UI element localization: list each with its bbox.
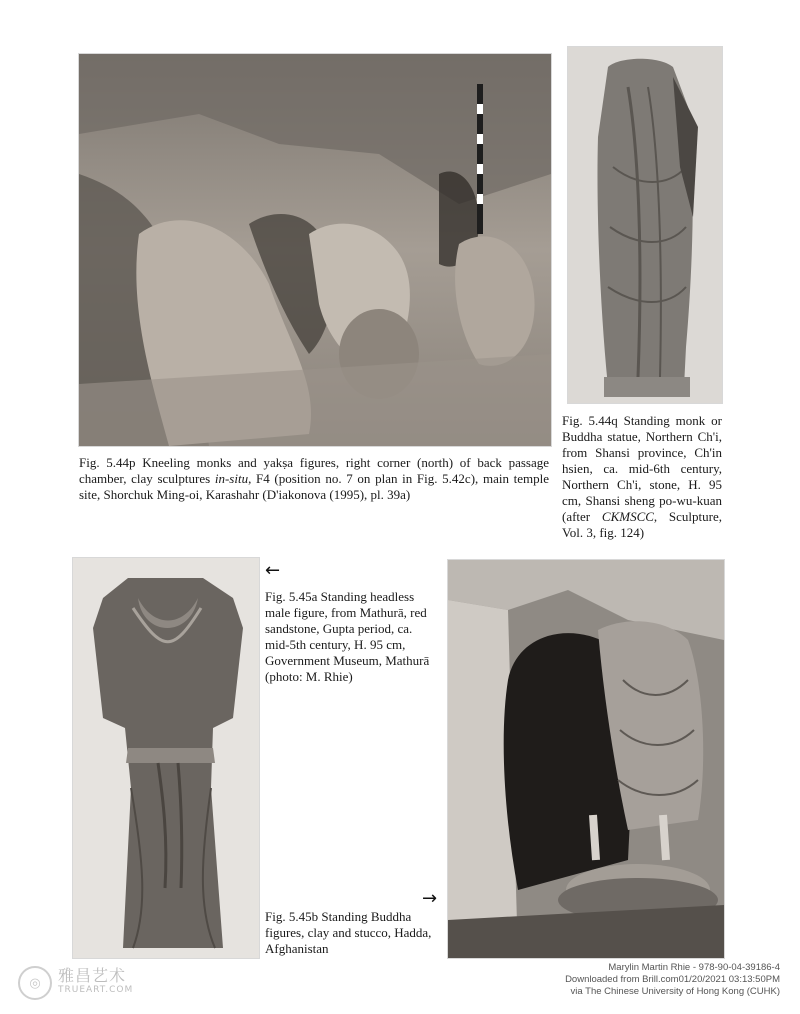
footer-author-line: Marylin Martin Rhie - 978-90-04-39186-4: [608, 962, 780, 973]
figure-5-45b-photo: [447, 559, 725, 959]
footer-institution-line: via The Chinese University of Hong Kong (CUHK): [570, 986, 780, 997]
figure-5-44q-photo: [567, 46, 723, 404]
figure-5-44q-caption: Fig. 5.44q Standing monk or Buddha statue, Northern Ch'i, from Shansi province, Ch'in hsien, ca. mid-6th century, Northern Ch'i, stone, H. 95 cm, Shansi sheng po-wu-kuan (after CKMSCC, Sculpture, Vol. 3, fig. 124): [562, 413, 723, 540]
download-footer: [565, 962, 780, 998]
watermark-chinese-text: 雅昌艺术: [58, 966, 127, 985]
figure-5-44p-photo: [78, 53, 552, 447]
standing-monk-image: [568, 47, 722, 403]
headless-male-figure-image: [73, 558, 259, 958]
right-arrow-icon: →: [422, 888, 438, 909]
figure-5-45a-caption: Fig. 5.45a Standing headless male figure, from Mathurā, red sandstone, Gupta period, ca. mid-5th century, H. 95 cm, Government Museum, Mathurā (photo: M. Rhie): [265, 589, 430, 684]
kneeling-monks-image: [79, 54, 551, 446]
left-arrow-icon: ←: [265, 560, 281, 581]
footer-download-line: Downloaded from Brill.com01/20/2021 03:13:50PM: [565, 974, 780, 985]
watermark-logo-icon: ◎: [18, 966, 52, 1000]
standing-buddha-niche-image: [448, 560, 724, 958]
figure-5-45a-photo: [72, 557, 260, 959]
figure-5-44p-caption: Fig. 5.44p Kneeling monks and yakṣa figures, right corner (north) of back passage chamber, clay sculptures in-situ, F4 (position no. 7 on plan in Fig. 5.42c), main temple site, Shorchuk Ming-oi, Karashahr (D'iakonova (1995), pl. 39a): [79, 455, 549, 502]
figure-5-45b-caption: Fig. 5.45b Standing Buddha figures, clay and stucco, Hadda, Afghanistan: [265, 909, 432, 956]
watermark: [18, 966, 133, 1000]
watermark-english-text: TRUEART.COM: [58, 985, 134, 995]
